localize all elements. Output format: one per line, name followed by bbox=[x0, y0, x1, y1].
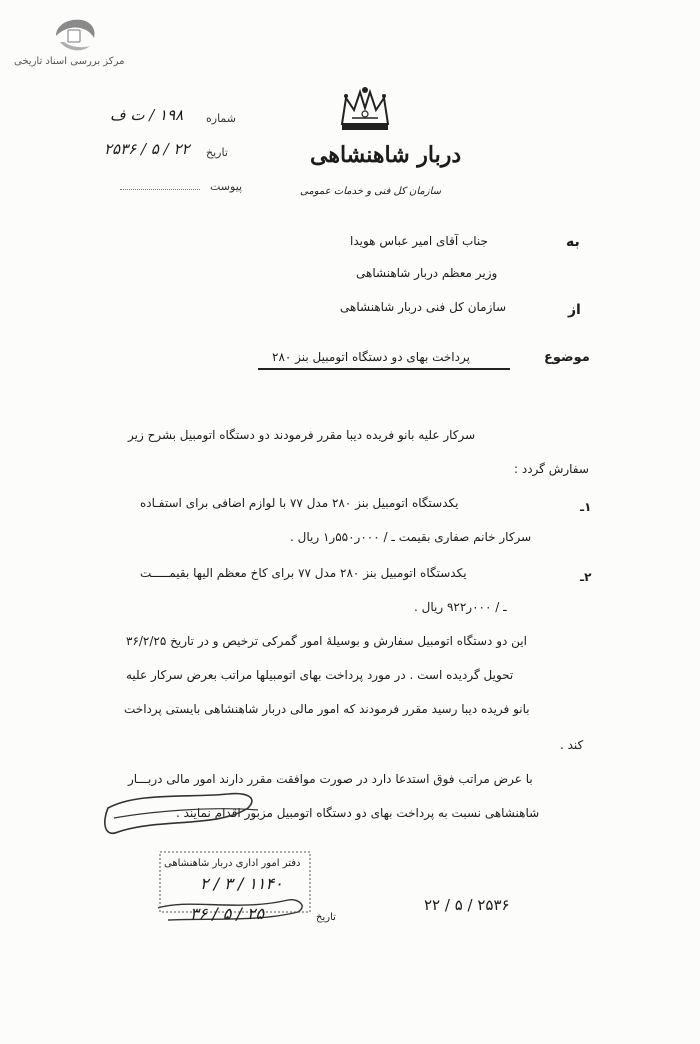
date-label: تاریخ bbox=[206, 146, 228, 159]
item-1-line-2: سرکار خانم صفاری بقیمت ـ / ۰۰۰ر۵۵۰ر۱ ریال . bbox=[290, 530, 532, 544]
subject-label: موضوع bbox=[544, 350, 590, 365]
from-label: از bbox=[568, 302, 581, 318]
number-value: ۱۹۸ / ت ف bbox=[110, 106, 184, 124]
department-name: سازمان کل فنی و خدمات عمومی bbox=[300, 186, 442, 197]
attachment-label: پیوست bbox=[210, 180, 243, 193]
stamp-number: ۱۱۴۰ / ۳ / ۲ bbox=[200, 874, 283, 893]
stamp-date-value: ۲۵ / ۵ / ۳۶ bbox=[190, 904, 265, 923]
intro-line-2: سفارش گردد : bbox=[514, 462, 589, 476]
paragraph-2-line-1: با عرض مراتب فوق استدعا دارد در صورت موافقت مقرر دارند امور مالی دربـــار bbox=[128, 772, 533, 786]
footer-date: ۲۵۳۶ / ۵ / ۲۲ bbox=[424, 896, 510, 914]
subject-value: پرداخت بهای دو دستگاه اتومبیل بنز ۲۸۰ bbox=[272, 350, 470, 364]
date-value: ۲۲ / ۵ / ۲۵۳۶ bbox=[104, 140, 190, 158]
item-2-line-2: ـ / ۰۰۰ر۹۲۲ ریال . bbox=[414, 600, 507, 614]
to-line-1: جناب آقای امیر عباس هویدا bbox=[350, 234, 488, 248]
item-1-line-1: یکدستگاه اتومبیل بنز ۲۸۰ مدل ۷۷ با لوازم اضافی برای استفـاده bbox=[140, 496, 459, 510]
subject-underline bbox=[258, 368, 510, 370]
attachment-dots bbox=[120, 189, 200, 190]
item-2-number: ۲ـ bbox=[580, 570, 592, 584]
paragraph-1-line-2: تحویل گردیده است . در مورد پرداخت بهای اتومبیلها مراتب بعرض سرکار علیه bbox=[126, 668, 514, 682]
paragraph-1-line-3: بانو فریده دیبا رسید مقرر فرمودند که امور مالی دربار شاهنشاهی بایستی پرداخت bbox=[124, 702, 530, 716]
paragraph-1-line-1: این دو دستگاه اتومبیل سفارش و بوسیلهٔ امور گمرکی ترخیص و در تاریخ ۳۶/۲/۲۵ bbox=[126, 634, 527, 648]
item-1-number: ۱ـ bbox=[580, 500, 592, 514]
to-line-2: وزیر معظم دربار شاهنشاهی bbox=[356, 266, 498, 280]
archive-logo-icon bbox=[50, 16, 98, 56]
organization-name: دربار شاهنشاهی bbox=[310, 142, 462, 168]
to-label: به bbox=[566, 234, 580, 250]
crown-crest-icon bbox=[334, 84, 396, 134]
paragraph-2-line-2: شاهنشاهی نسبت به پرداخت بهای دو دستگاه اتومبیل مزبور اقدام نمایند . bbox=[176, 806, 540, 820]
stamp-office-text: دفتر امور اداری دربار شاهنشاهی bbox=[164, 858, 301, 869]
from-value: سازمان کل فنی دربار شاهنشاهی bbox=[340, 300, 507, 314]
watermark-label: مرکز بررسی اسناد تاریخی bbox=[14, 56, 125, 67]
paragraph-1-line-4: کند . bbox=[560, 738, 584, 752]
item-2-line-1: یکدستگاه اتومبیل بنز ۲۸۰ مدل ۷۷ برای کاخ معظم الیها بقیمـــــت bbox=[140, 566, 467, 580]
intro-line-1: سرکار علیه بانو فریده دیبا مقرر فرمودند دو دستگاه اتومبیل بشرح زیر bbox=[128, 428, 476, 442]
stamp-date-label: تاریخ bbox=[316, 912, 336, 923]
number-label: شماره bbox=[206, 112, 237, 125]
